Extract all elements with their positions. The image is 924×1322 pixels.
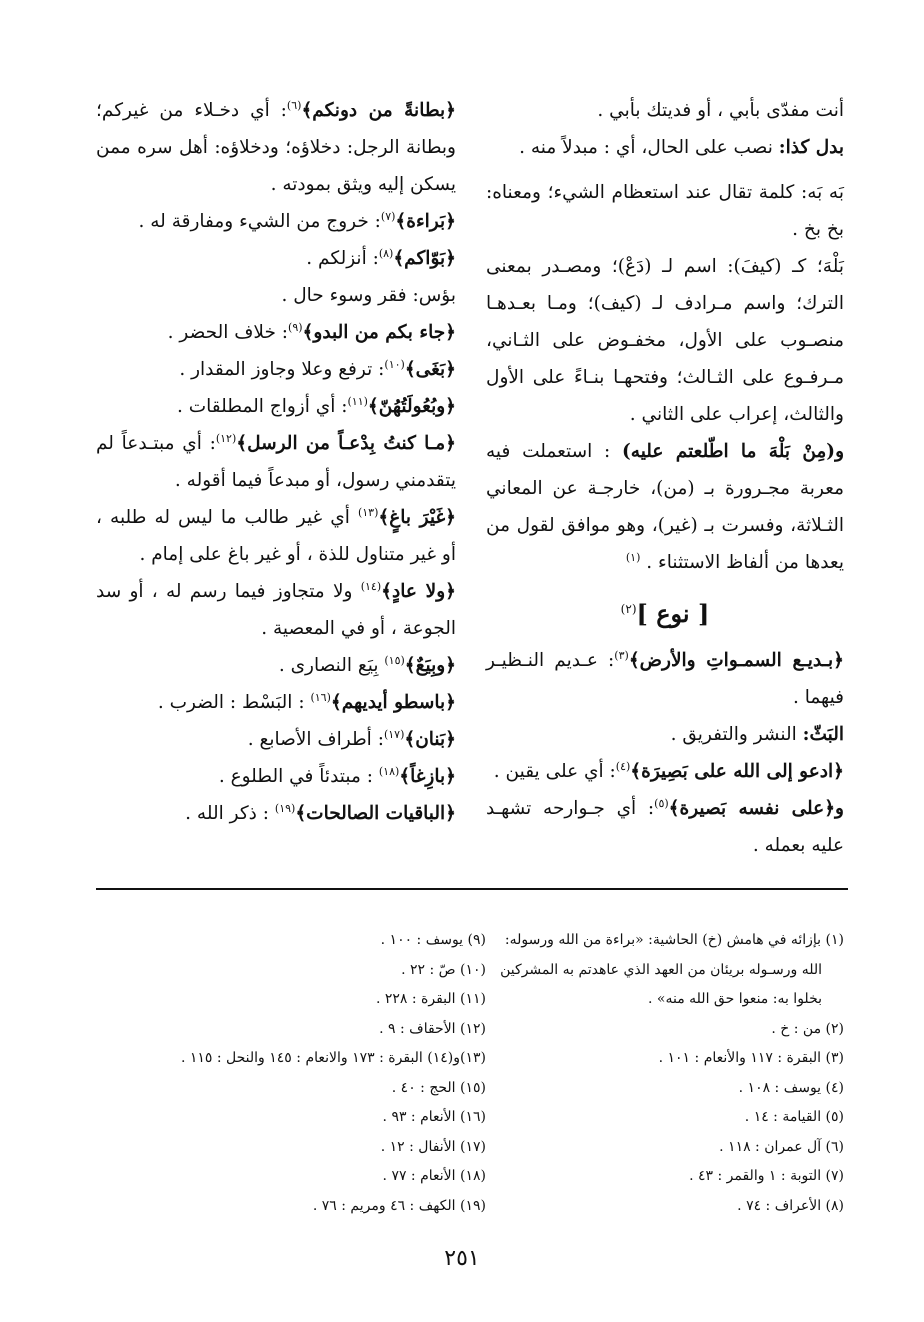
- footnote-ref[interactable]: (١١): [347, 394, 368, 408]
- entry-basitu: [96, 684, 456, 721]
- footnote: (٨) الأعراف : ٧٤ .: [737, 1197, 844, 1214]
- entry-albadw: [96, 314, 456, 351]
- footnote: (١) بإزائه في هامش (خ) الحاشية: «براءة من الله ورسوله:: [504, 932, 844, 948]
- entry-keyword: ﴿بازِغاً﴾: [399, 766, 456, 787]
- entry-text: النشر والتفريق .: [670, 724, 803, 745]
- entry-keyword: ﴿وبِيَعٌ﴾: [404, 655, 456, 676]
- entry-keyword: ﴿بَنان﴾: [404, 729, 456, 750]
- footnote-ref[interactable]: (١٧): [383, 727, 405, 741]
- entry-buuulatuhunna: [96, 388, 456, 425]
- entry-keyword: ﴿الباقيات الصالحات﴾: [295, 803, 456, 824]
- entry-baraa: [96, 203, 456, 240]
- page-number: ٢٥١: [444, 1246, 480, 1271]
- footnote: (٧) التوبة : ١ والقمر : ٤٣ .: [689, 1168, 844, 1184]
- entry-biya: [96, 647, 456, 684]
- entry-baziga: [96, 758, 456, 795]
- footnote-ref[interactable]: (١): [625, 550, 641, 564]
- entry-bah-bah: [486, 174, 844, 248]
- footnote-ref[interactable]: (١٨): [378, 764, 400, 778]
- footnote-ref[interactable]: (٧): [380, 209, 396, 223]
- footnote-ref[interactable]: (١٣): [357, 505, 379, 519]
- entry-text: : البَسْط : الضرب .: [157, 692, 311, 713]
- footnote-ref[interactable]: (٩): [288, 320, 303, 334]
- footnote: (١٢) الأحقاف : ٩ .: [379, 1020, 486, 1037]
- footnote-divider: [96, 888, 848, 890]
- entry-text: بَلْهَ؛ كـ (كيفَ): اسم لـ (دَعْ)؛ ومصـدر بمعنى الترك؛ واسم مـرادف لـ (كيف)؛ ومـا بعـدهـا منصـوب على الأول، مخفـوض على الثـاني، مـرفـوع على الثـالث؛ وفتحهـا بنـاءً على الأول والثالث، إعراب على الثاني .: [486, 256, 844, 425]
- entry-text: : مبتدئاً في الطلوع .: [218, 766, 379, 787]
- entry-keyword: و﴿على نفسه بَصيرة﴾: [668, 798, 844, 819]
- footnote: (١١) البقرة : ٢٢٨ .: [375, 991, 486, 1007]
- entry-banan: [96, 721, 456, 758]
- entry-text: نصب على الحال، أي : مبدلاً منه .: [519, 137, 779, 158]
- footnote: (٦) آل عمران : ١١٨ .: [719, 1138, 844, 1155]
- entry-albath: [486, 716, 844, 753]
- entry-fadaituka: [486, 92, 844, 129]
- entry-buas: [96, 277, 456, 314]
- entry-text: : أطراف الأصابع .: [247, 729, 384, 750]
- footnote-ref[interactable]: (٢): [620, 602, 637, 616]
- entry-text: : ذكر الله .: [185, 803, 275, 824]
- footnote: (١٩) الكهف : ٤٦ ومريم : ٧٦ .: [312, 1197, 486, 1214]
- footnote: (١٧) الأنفال : ١٢ .: [380, 1138, 486, 1155]
- footnote-ref[interactable]: (١٩): [274, 801, 296, 815]
- entry-keyword: ﴿بَغَى﴾: [404, 359, 456, 380]
- footnote-continuation: بخلوا به: منعوا حق الله منه» .: [648, 991, 822, 1007]
- entry-keyword: ﴿بَراءة﴾: [395, 211, 456, 232]
- entry-text: ولا متجاوز فيما رسم له ، أو سد الجوعة ، أو في المعصية .: [96, 581, 456, 639]
- entry-albaqiyat: [96, 795, 456, 832]
- footnote: (١٥) الحج : ٤٠ .: [391, 1079, 486, 1096]
- entry-text: : خلاف الحضر .: [167, 322, 289, 343]
- footnote-continuation: الله ورسـوله بريئان من العهد الذي عاهدتم به المشركين: [500, 961, 822, 978]
- entry-text: : أنزلكم .: [306, 248, 379, 269]
- entry-text: : أي جـوارحه تشهـد عليه بعمله .: [486, 798, 844, 856]
- entry-keyword: ﴿غَيْرَ باغٍ﴾: [378, 507, 456, 528]
- footnote-ref[interactable]: (٦): [286, 98, 302, 112]
- footnotes-right: [484, 926, 844, 1221]
- footnote-ref[interactable]: (٨): [378, 246, 394, 260]
- footnote: (٢) من : خ .: [771, 1020, 844, 1037]
- entry-text: : أي أزواج المطلقات .: [176, 396, 348, 417]
- entry-text: : خروج من الشيء ومفارقة له .: [138, 211, 381, 232]
- entry-keyword: ﴿جاء بكم من البدو﴾: [302, 322, 456, 343]
- footnote: (٤) يوسف : ١٠٨ .: [738, 1079, 844, 1096]
- entry-badal-kadha: [486, 129, 844, 166]
- footnote-ref[interactable]: (١٥): [384, 653, 405, 667]
- entry-keyword: بدل كذا:: [778, 137, 844, 158]
- entry-keyword: ﴿باسطو أيديهم﴾: [330, 692, 456, 713]
- entry-bawwakum: [96, 240, 456, 277]
- entry-keyword: ﴿بطانةً من دونكم﴾: [301, 100, 456, 121]
- entry-text: : أي على يقين .: [493, 761, 616, 782]
- entry-min-balha: [486, 433, 844, 581]
- footnote-ref[interactable]: (٤): [615, 759, 631, 773]
- footnote-ref[interactable]: (١٦): [310, 690, 331, 704]
- entry-badi: [486, 642, 844, 716]
- entry-basira-2: [486, 790, 844, 864]
- footnote: (١٠) صّ : ٢٢ .: [401, 961, 486, 978]
- entry-basira-1: [486, 753, 844, 790]
- footnote: (٩) يوسف : ١٠٠ .: [380, 932, 486, 948]
- entry-keyword: ﴿ادعو إلى الله على بَصِيرَة﴾: [630, 761, 844, 782]
- footnote: (١٣)و(١٤) البقرة : ١٧٣ والانعام : ١٤٥ والنحل : ١١٥ .: [180, 1050, 486, 1066]
- entry-bagha: [96, 351, 456, 388]
- entry-keyword: ﴿بَوّاكم﴾: [393, 248, 456, 269]
- footnote: (٥) القيامة : ١٤ .: [744, 1109, 844, 1125]
- entry-keyword: ﴿وبُعُولَتُهُنّ﴾: [367, 396, 456, 417]
- entry-keyword: و(مِنْ بَلْهَ ما اطّلعتم عليه): [622, 441, 844, 462]
- footnote-ref[interactable]: (١٤): [360, 579, 382, 593]
- footnote: (٣) البقرة : ١١٧ والأنعام : ١٠١ .: [658, 1050, 844, 1066]
- entry-text: أي غير طالب ما ليس له طلبه ، أو غير متناول للذة ، أو غير باغ على إمام .: [96, 507, 456, 565]
- entry-text: : أي دخـلاء من غيركم؛ وبطانة الرجل: دخلاؤه؛ ودخلاؤه: أهل سره ممن يسكن إليه ويثق بمودته .: [96, 100, 456, 195]
- entry-wala-aad: [96, 573, 456, 647]
- section-heading-text: [ نوع ]: [636, 599, 710, 628]
- right-text-column: [486, 92, 844, 864]
- entry-text: : استعملت فيه معربة مجـرورة بـ (من)، خارجـة عن المعاني الثـلاثة، وفسرت بـ (غير)، وهو موافق لقول من يعدها من ألفاظ الاستثناء .: [486, 441, 844, 573]
- footnote-ref[interactable]: (٥): [654, 796, 669, 810]
- entry-text: بؤس: فقر وسوء حال .: [281, 285, 456, 306]
- entry-keyword: البَثّ:: [802, 724, 844, 745]
- footnote-ref[interactable]: (١٢): [215, 431, 237, 445]
- entry-bidan: [96, 425, 456, 499]
- entry-keyword: ﴿ولا عادٍ﴾: [381, 581, 456, 602]
- entry-keyword: ﴿مـا كنتُ بِدْعـاً من الرسل﴾: [236, 433, 456, 454]
- entry-text: أنت مفدّى بأبي ، أو فديتك بأبي .: [597, 100, 844, 121]
- entry-text: : عـديم النـظيـر فيهما .: [486, 650, 844, 708]
- entry-text: : ترفع وعلا وجاوز المقدار .: [179, 359, 385, 380]
- footnotes-left: [96, 926, 486, 1221]
- footnote: (١٨) الأنعام : ٧٧ .: [382, 1168, 486, 1184]
- left-text-column: [96, 92, 456, 832]
- entry-text: بَه بَه: كلمة تقال عند استعظام الشيء؛ ومعناه: بخ بخ .: [486, 182, 844, 240]
- entry-ghayra-bagh: [96, 499, 456, 573]
- entry-bitana: [96, 92, 456, 203]
- entry-balha: [486, 248, 844, 433]
- footnote: (١٦) الأنعام : ٩٣ .: [382, 1109, 486, 1125]
- entry-text: : أي مبتـدعاً لم يتقدمني رسول، أو مبدعاً فيما أقوله .: [96, 433, 456, 491]
- footnote-ref[interactable]: (١٠): [384, 357, 405, 371]
- footnote-ref[interactable]: (٣): [614, 648, 629, 662]
- entry-text: بِيَع النصارى .: [278, 655, 385, 676]
- entry-keyword: ﴿بـديـع السمـواتِ والأرض﴾: [628, 650, 844, 671]
- section-heading: [486, 595, 844, 632]
